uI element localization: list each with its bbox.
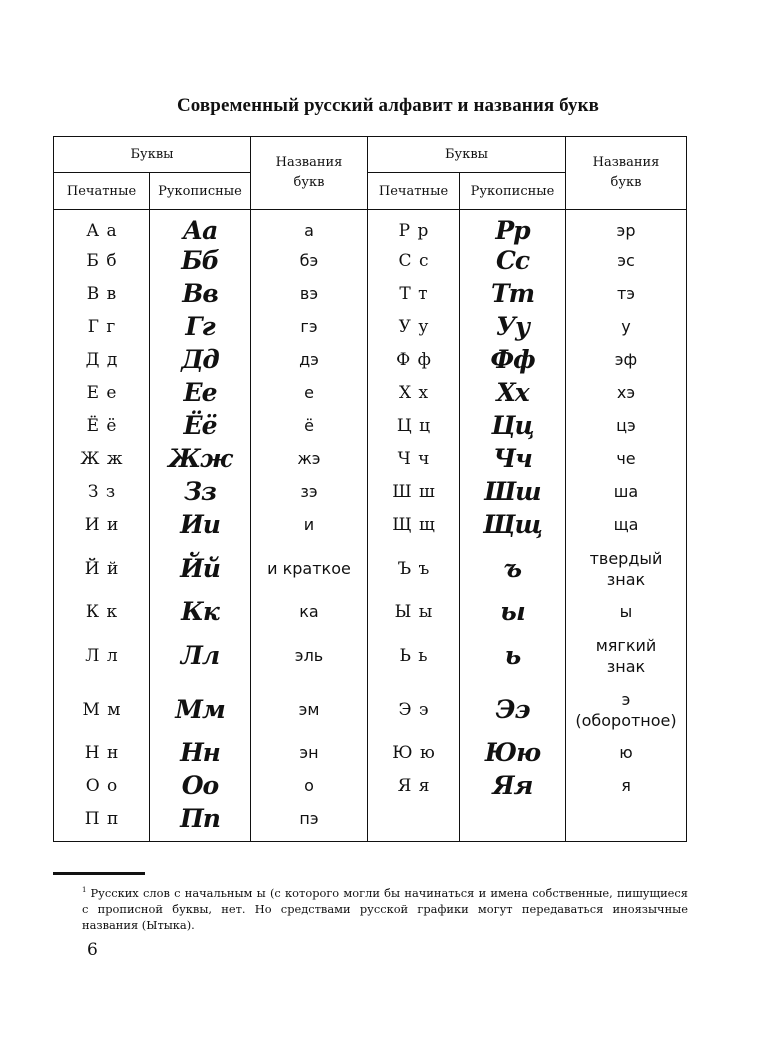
header-handwritten-right: Рукописные — [460, 173, 566, 210]
table-row — [54, 683, 687, 737]
handwritten-letter: Зз — [150, 476, 251, 509]
letter-name — [566, 542, 687, 596]
handwritten-letter: Ээ — [460, 683, 566, 737]
printed-letter: Ъ ъ — [368, 542, 460, 596]
printed-letter: А а — [54, 210, 150, 245]
printed-letter: В в — [54, 278, 150, 311]
printed-letter: Г г — [54, 311, 150, 344]
table-row — [54, 737, 687, 770]
printed-letter: С с — [368, 245, 460, 278]
letter-name-line1: э — [621, 689, 631, 709]
handwritten-letter: Чч — [460, 443, 566, 476]
handwritten-letter: Лл — [150, 629, 251, 683]
letter-name: ща — [566, 509, 687, 542]
letter-name: ю — [566, 737, 687, 770]
table-row — [54, 210, 687, 245]
printed-letter: И и — [54, 509, 150, 542]
printed-letter — [368, 803, 460, 842]
printed-letter: Н н — [54, 737, 150, 770]
printed-letter: Х х — [368, 377, 460, 410]
header-names-line2: букв — [610, 175, 642, 190]
table-row — [54, 509, 687, 542]
printed-letter: К к — [54, 596, 150, 629]
printed-letter: Е е — [54, 377, 150, 410]
handwritten-letter: Ии — [150, 509, 251, 542]
handwritten-letter: Ее — [150, 377, 251, 410]
printed-letter: Ы ы — [368, 596, 460, 629]
printed-letter: З з — [54, 476, 150, 509]
printed-letter: О о — [54, 770, 150, 803]
letter-name: эс — [566, 245, 687, 278]
table-row — [54, 278, 687, 311]
header-handwritten-left: Рукописные — [150, 173, 251, 210]
letter-name: эф — [566, 344, 687, 377]
table-row — [54, 377, 687, 410]
handwritten-letter: Мм — [150, 683, 251, 737]
printed-letter: Л л — [54, 629, 150, 683]
table-row — [54, 410, 687, 443]
printed-letter: Ё ё — [54, 410, 150, 443]
handwritten-letter: Уу — [460, 311, 566, 344]
letter-name: вэ — [251, 278, 368, 311]
letter-name: зэ — [251, 476, 368, 509]
printed-letter: Э э — [368, 683, 460, 737]
letter-name-line1: твердый — [589, 548, 663, 568]
printed-letter: Д д — [54, 344, 150, 377]
handwritten-letter: Жж — [150, 443, 251, 476]
handwritten-letter: Тт — [460, 278, 566, 311]
handwritten-letter: Дд — [150, 344, 251, 377]
handwritten-letter: Цц — [460, 410, 566, 443]
handwritten-letter: Рр — [460, 210, 566, 245]
handwritten-letter: Щщ — [460, 509, 566, 542]
letter-name: гэ — [251, 311, 368, 344]
header-names-line2: букв — [293, 175, 325, 190]
printed-letter: Ь ь — [368, 629, 460, 683]
header-names-line1: Названия — [275, 155, 343, 170]
letter-name: у — [566, 311, 687, 344]
printed-letter: У у — [368, 311, 460, 344]
letter-name-line2: знак — [606, 656, 646, 676]
letter-name: цэ — [566, 410, 687, 443]
letter-name — [566, 803, 687, 842]
letter-name: о — [251, 770, 368, 803]
handwritten-letter: Кк — [150, 596, 251, 629]
handwritten-letter: Оо — [150, 770, 251, 803]
printed-letter: Ж ж — [54, 443, 150, 476]
letter-name: эм — [251, 683, 368, 737]
footnote-text: Русских слов с начальным ы (с которого могли бы начинаться и имена собственные, пишущиеся с прописной буквы, нет. Но средствами русской графики могут передаваться иноязычные названия (Ытыка). — [82, 886, 688, 932]
letter-name: бэ — [251, 245, 368, 278]
handwritten-letter: Аа — [150, 210, 251, 245]
letter-name-line2: (оборотное) — [575, 710, 677, 730]
handwritten-letter: Фф — [460, 344, 566, 377]
printed-letter: Ш ш — [368, 476, 460, 509]
printed-letter: Й й — [54, 542, 150, 596]
handwritten-letter: Нн — [150, 737, 251, 770]
table-row — [54, 443, 687, 476]
letter-name: пэ — [251, 803, 368, 842]
handwritten-letter: Яя — [460, 770, 566, 803]
printed-letter: П п — [54, 803, 150, 842]
handwritten-letter: Йй — [150, 542, 251, 596]
printed-letter: М м — [54, 683, 150, 737]
page-number: 6 — [87, 940, 98, 960]
alphabet-table — [53, 136, 687, 842]
letter-name — [566, 629, 687, 683]
handwritten-letter — [460, 803, 566, 842]
handwritten-letter: ъ — [460, 542, 566, 596]
page-title: Современный русский алфавит и названия букв — [176, 95, 599, 116]
letter-name: тэ — [566, 278, 687, 311]
handwritten-letter: Шш — [460, 476, 566, 509]
table-row — [54, 803, 687, 842]
table-row — [54, 245, 687, 278]
printed-letter: Ф ф — [368, 344, 460, 377]
letter-name: ы — [566, 596, 687, 629]
table-row — [54, 476, 687, 509]
header-letters-right: Буквы — [368, 137, 566, 173]
letter-name: жэ — [251, 443, 368, 476]
handwritten-letter: ы — [460, 596, 566, 629]
letter-name: эр — [566, 210, 687, 245]
table-row — [54, 770, 687, 803]
letter-name: хэ — [566, 377, 687, 410]
printed-letter: Б б — [54, 245, 150, 278]
table-row — [54, 542, 687, 596]
header-names-right — [566, 137, 687, 210]
handwritten-letter: Сс — [460, 245, 566, 278]
letter-name — [566, 683, 687, 737]
letter-name: е — [251, 377, 368, 410]
footnote-marker: 1 — [82, 886, 87, 894]
header-names-left — [251, 137, 368, 210]
letter-name: и — [251, 509, 368, 542]
printed-letter: Т т — [368, 278, 460, 311]
header-printed-right: Печатные — [368, 173, 460, 210]
table-row — [54, 311, 687, 344]
printed-letter: Ч ч — [368, 443, 460, 476]
printed-letter: Ц ц — [368, 410, 460, 443]
printed-letter: Я я — [368, 770, 460, 803]
letter-name: дэ — [251, 344, 368, 377]
printed-letter: Щ щ — [368, 509, 460, 542]
letter-name: эн — [251, 737, 368, 770]
letter-name: я — [566, 770, 687, 803]
handwritten-letter: Хх — [460, 377, 566, 410]
letter-name: и краткое — [251, 542, 368, 596]
table-row — [54, 596, 687, 629]
handwritten-letter: Гг — [150, 311, 251, 344]
letter-name: ша — [566, 476, 687, 509]
letter-name-line2: знак — [606, 569, 646, 589]
handwritten-letter: Пп — [150, 803, 251, 842]
handwritten-letter: Вв — [150, 278, 251, 311]
handwritten-letter: ь — [460, 629, 566, 683]
header-letters-left: Буквы — [54, 137, 251, 173]
header-printed-left: Печатные — [54, 173, 150, 210]
letter-name: ка — [251, 596, 368, 629]
table-row — [54, 629, 687, 683]
footnote-rule — [53, 872, 145, 875]
printed-letter: Ю ю — [368, 737, 460, 770]
letter-name: че — [566, 443, 687, 476]
footnote — [82, 882, 688, 933]
header-names-line1: Названия — [592, 155, 660, 170]
letter-name-line1: мягкий — [595, 635, 657, 655]
letter-name: а — [251, 210, 368, 245]
letter-name: ё — [251, 410, 368, 443]
handwritten-letter: Бб — [150, 245, 251, 278]
handwritten-letter: Юю — [460, 737, 566, 770]
handwritten-letter: Ёё — [150, 410, 251, 443]
printed-letter: Р р — [368, 210, 460, 245]
table-row — [54, 344, 687, 377]
letter-name: эль — [251, 629, 368, 683]
